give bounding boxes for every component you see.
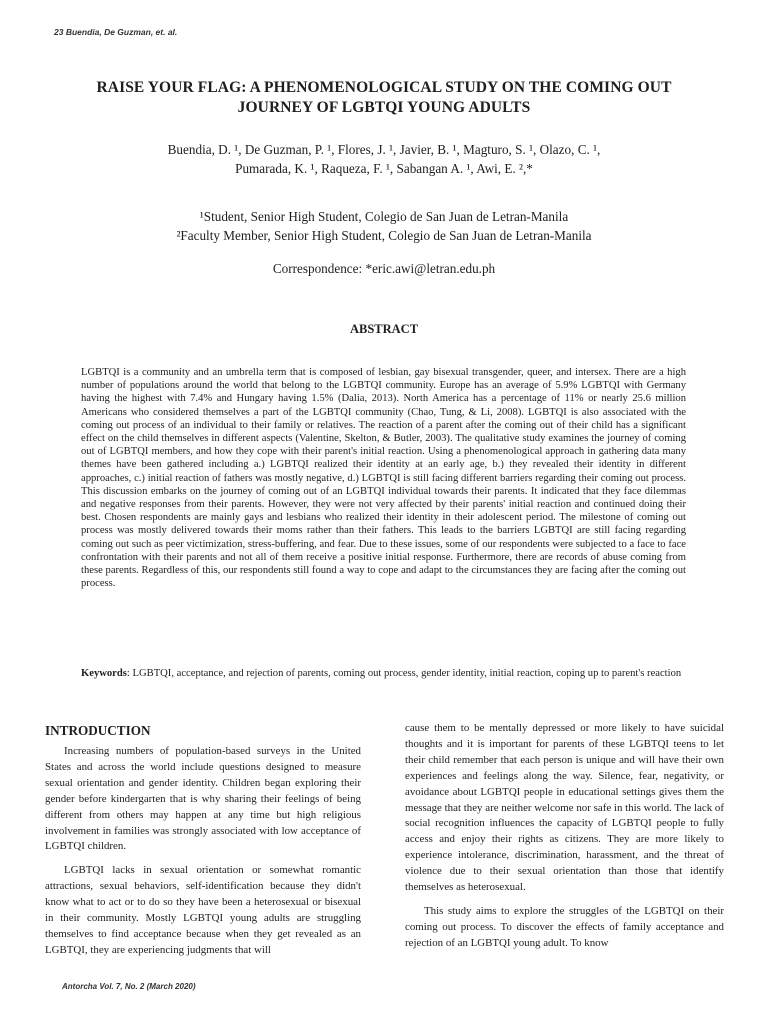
body-paragraph: LGBTQI lacks in sexual orientation or somewhat romantic attractions, sexual behaviors, self-identification because they didn't know what to act or to do so they have been a heterosexual or bisexual in their community. Mostly LGBTQI young adults are struggling themselves to find acceptance because when they get revealed as an LGBTQI, they are experiencing judgments that will	[45, 864, 361, 956]
abstract-heading: ABSTRACT	[349, 322, 419, 336]
correspondence: Correspondence: *eric.awi@letran.edu.ph	[272, 261, 496, 276]
right-column	[405, 721, 724, 952]
affiliation-line: ¹Student, Senior High Student, Colegio de San Juan de Letran-Manila	[199, 209, 569, 224]
affiliations	[60, 208, 708, 245]
body-paragraph: cause them to be mentally depressed or more likely to have suicidal thoughts and it is important for parents of these LGBTQI teens to let their child remember that each person is unique and will have their own experiences and feelings along the way. Silence, fear, negativity, or avoidance about LGBTQI people in educational settings gives them the message that they are neither welcome nor safe in this world. The lack of social recognition influences the capacity of LGBTQI people to fully access and enjoy their rights as citizens. They are more likely to experience intolerance, discrimination, harassment, and the threat of violence due to their sexual orientation than those that identify themselves as heterosexual.	[405, 722, 724, 894]
keywords-text: LGBTQI, acceptance, and rejection of parents, coming out process, gender identity, initial reaction, coping up to parent's reaction	[132, 668, 682, 679]
abstract-body: LGBTQI is a community and an umbrella term that is composed of lesbian, gay bisexual transgender, queer, and intersex. There are a high number of populations around the world that belong to the LGBTQI community. Europe has an average of 5.9% LGBTQI with Germany having the highest with 7.4% and Hungary having 1.5% (Dalia, 2013). North America has a percentage of 11% or nearly 25.6 million Americans who considered themselves a part of the LGBTQI community (Chao, Tung, & Li, 2008). LGBTQI is also associated with the coming out process of an individual to their family or relatives. The reaction of a parent after the coming out of their child has a significant effect on the child themselves in different aspects (Valentine, Skelton, & Butler, 2003). The qualitative study examines the journey of coming out of LGBTQI members, and how they cope with their parent's initial reaction. Using a phenomenological approach in gathering data many themes have been gathered including a.) LGBTQI realized their identity at an early age, b.) they revealed their identity in different approaches, c.) initial reaction of fathers was mostly negative, d.) LGBTQI is still facing different barriers regarding their coming out process. This discussion embarks on the journey of coming out of an LGBTQI individual towards their parents. It indicated that they face dilemmas and negative responses from their parents. However, they were not very affected by their parents' initial reaction and continued doing their best. Chosen respondents are mainly gays and lesbians who realized their identity in their adolescent period. The milestone of coming out process was mostly delivered towards their moms rather than their fathers. This leads to the barriers LGBTQI are still facing regarding coming out such as peer victimization, stress-buffering, and fear. Due to these issues, some of our respondents were subjected to a face to face confrontation with their parents and not all of them receive a positive initial response. Furthermore, there are records of abuse coming from these parents. Regardless of this, our respondents still found a way to cope and adapt to the circumstances they are facing after the coming out process.	[81, 367, 686, 590]
introduction-heading: INTRODUCTION	[45, 723, 151, 738]
affiliation-line: ²Faculty Member, Senior High Student, Colegio de San Juan de Letran-Manila	[176, 227, 592, 243]
body-paragraph: This study aims to explore the struggles of the LGBTQI on their coming out process. To discover the effects of family acceptance and rejection of an LGBTQI young adult. To know	[405, 904, 724, 949]
author-line: Buendia, D. ¹, De Guzman, P. ¹, Flores, J. ¹, Javier, B. ¹, Magturo, S. ¹, Olazo, C. ¹,	[167, 142, 601, 157]
paper-title-line: JOURNEY OF LGBTQI YOUNG ADULTS	[237, 99, 531, 116]
author-list	[60, 140, 708, 178]
left-column	[45, 722, 361, 959]
paper-title	[50, 78, 718, 118]
paper-title-line: RAISE YOUR FLAG: A PHENOMENOLOGICAL STUDY ON THE COMING OUT	[96, 79, 672, 96]
running-head: 23 Buendia, De Guzman, et. al.	[54, 27, 178, 37]
author-line: Pumarada, K. ¹, Raqueza, F. ¹, Sabangan A. ¹, Awi, E. ²,*	[235, 161, 533, 176]
body-paragraph: Increasing numbers of population-based surveys in the United States and across the world include questions designed to measure sexual orientation and gender identity. Children began exploring their gender before kindergarten that is why sharing their feelings of being different from others may happen at any time but high religious involvement in families was strongly associated with low acceptance of LGBTQI children.	[45, 745, 361, 853]
keywords: Keywords: LGBTQI, acceptance, and rejection of parents, coming out process, gender identity, initial reaction, coping up to parent's reaction	[81, 668, 682, 679]
keywords-label: Keywords	[81, 668, 127, 679]
journal-footer: Antorcha Vol. 7, No. 2 (March 2020)	[62, 982, 196, 991]
